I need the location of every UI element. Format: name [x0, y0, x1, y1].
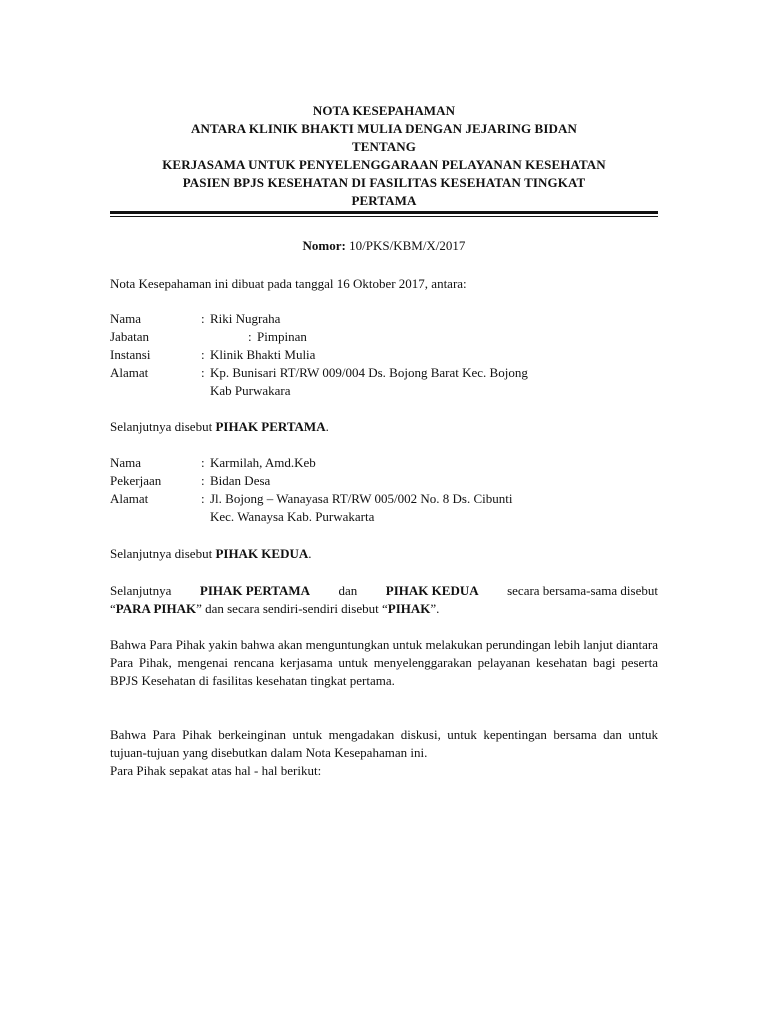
field-value: Pimpinan	[257, 329, 307, 344]
field-value: Jl. Bojong – Wanayasa RT/RW 005/002 No. 8 Ds. Cibunti	[210, 491, 513, 506]
pihak-kedua-designation	[110, 545, 658, 563]
designation-bold: PIHAK KEDUA	[215, 546, 309, 561]
para-pihak-quote-open: “	[110, 601, 116, 616]
field-value: Riki Nugraha	[210, 311, 281, 326]
para-pihak-bold-1: PIHAK PERTAMA	[199, 583, 311, 598]
field-label: Alamat	[110, 491, 149, 506]
nomor-label: Nomor:	[302, 238, 346, 253]
field-colon: :	[201, 365, 205, 380]
field-value: Kp. Bunisari RT/RW 009/004 Ds. Bojong Barat Kec. Bojong	[210, 365, 528, 380]
field-value: Klinik Bhakti Mulia	[210, 347, 316, 362]
field-value-continued: Kab Purwakara	[210, 383, 291, 398]
designation-suffix: .	[308, 546, 312, 561]
para-pihak-w3: secara bersama-sama disebut	[507, 583, 658, 598]
field-value-continued: Kec. Wanaysa Kab. Purwakarta	[210, 509, 375, 524]
field-colon: :	[201, 473, 205, 488]
paragraph-sepakat: Para Pihak sepakat atas hal - hal berikut:	[110, 763, 322, 778]
para-pihak-line-1	[110, 582, 658, 600]
field-label: Nama	[110, 311, 142, 326]
para-pihak-line-2	[110, 600, 658, 618]
para-pihak-bold-2: PIHAK KEDUA	[385, 583, 479, 598]
document-title	[110, 102, 658, 210]
title-line-3: TENTANG	[351, 139, 417, 154]
field-label: Jabatan	[110, 329, 149, 344]
para-pihak-w1: Selanjutnya	[110, 583, 172, 598]
document-number	[110, 237, 658, 255]
designation-text: Selanjutnya disebut	[110, 419, 216, 434]
designation-suffix: .	[325, 419, 329, 434]
field-colon: :	[201, 347, 205, 362]
para-pihak-bold-3: PARA PIHAK	[115, 601, 197, 616]
field-label: Pekerjaan	[110, 473, 162, 488]
field-value: Bidan Desa	[210, 473, 271, 488]
field-label: Alamat	[110, 365, 149, 380]
field-colon: :	[248, 329, 252, 344]
field-colon: :	[201, 311, 205, 326]
pihak-pertama-designation	[110, 418, 658, 436]
field-colon: :	[201, 455, 205, 470]
title-line-1: NOTA KESEPAHAMAN	[312, 103, 456, 118]
title-divider-thick	[110, 211, 658, 214]
field-label: Instansi	[110, 347, 151, 362]
field-colon: :	[201, 491, 205, 506]
paragraph-bahwa-2: Bahwa Para Pihak berkeinginan untuk mengadakan diskusi, untuk kepentingan bersama dan untuk tujuan-tujuan yang disebutkan dalam Nota Kesepahaman ini.	[110, 727, 658, 760]
field-label: Nama	[110, 455, 142, 470]
title-line-6: PERTAMA	[351, 193, 417, 208]
para-pihak-bold-4: PIHAK	[387, 601, 431, 616]
title-line-2: ANTARA KLINIK BHAKTI MULIA DENGAN JEJARING BIDAN	[191, 121, 577, 136]
para-pihak-w2: dan	[338, 583, 358, 598]
nomor-value: 10/PKS/KBM/X/2017	[349, 238, 466, 253]
para-pihak-quote-close: ”.	[430, 601, 440, 616]
intro-paragraph: Nota Kesepahaman ini dibuat pada tanggal 16 Oktober 2017, antara:	[110, 276, 467, 291]
title-line-4: KERJASAMA UNTUK PENYELENGGARAAN PELAYANAN KESEHATAN	[162, 157, 606, 172]
paragraph-bahwa-1: Bahwa Para Pihak yakin bahwa akan menguntungkan untuk melakukan perundingan lebih lanjut diantara Para Pihak, mengenai rencana kerjasama untuk menyelenggarakan pelayanan kesehatan bagi peserta BPJS Kesehatan di fasilitas kesehatan tingkat pertama.	[110, 637, 659, 688]
title-divider-thin	[110, 216, 658, 217]
title-line-5: PASIEN BPJS KESEHATAN DI FASILITAS KESEHATAN TINGKAT	[182, 175, 586, 190]
para-pihak-paragraph	[110, 582, 658, 618]
designation-text: Selanjutnya disebut	[110, 546, 216, 561]
para-pihak-w5: ” dan secara sendiri-sendiri disebut “	[196, 601, 388, 616]
field-value: Karmilah, Amd.Keb	[210, 455, 316, 470]
designation-bold: PIHAK PERTAMA	[215, 419, 326, 434]
